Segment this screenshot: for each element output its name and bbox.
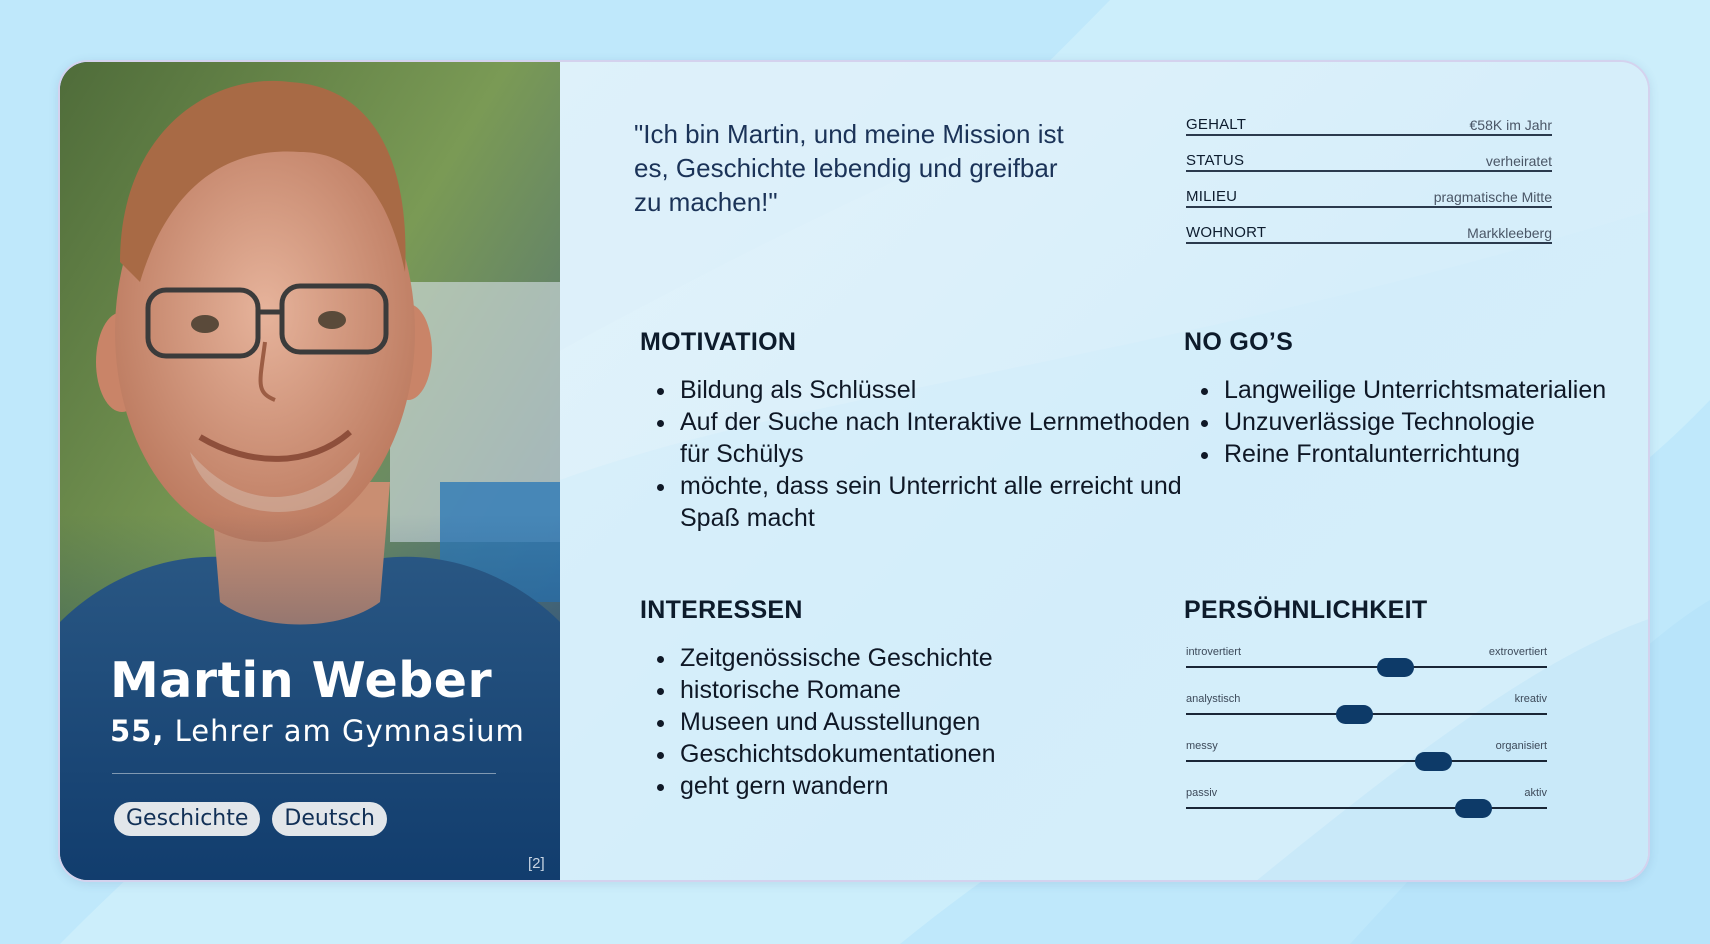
list-item: • Unzuverlässige Technologie: [1222, 406, 1622, 438]
fact-label: WOHNORT: [1186, 224, 1267, 241]
personality-heading: PERSÖHNLICHKEIT: [1184, 596, 1428, 624]
list-item: • Museen und Ausstellungen: [678, 706, 1158, 738]
slider-thumb: [1336, 705, 1373, 724]
persona-age: 55,: [110, 714, 165, 748]
fact-value: Markkleeberg: [1467, 225, 1552, 241]
slider-left-label: passiv: [1186, 787, 1218, 799]
persona-subtitle: [110, 714, 525, 748]
list-item: • Geschichtsdokumentationen: [678, 738, 1158, 770]
slider-right-label: extrovertiert: [1488, 646, 1547, 658]
tag-geschichte: Geschichte: [114, 802, 260, 836]
slider-thumb: [1455, 799, 1492, 818]
slider-right-label: organisiert: [1495, 740, 1547, 752]
slider-thumb: [1377, 658, 1414, 677]
slider-passiv-aktiv: [1186, 787, 1547, 834]
fact-milieu: [1186, 174, 1552, 208]
list-item: • Auf der Suche nach Interaktive Lernmethoden für Schülys: [678, 406, 1218, 470]
persona-role: Lehrer am Gymnasium: [174, 714, 525, 748]
slider-left-label: introvertiert: [1186, 646, 1242, 658]
interessen-heading: INTERESSEN: [640, 596, 803, 624]
list-item: • Reine Frontalunterrichtung: [1222, 438, 1622, 470]
list-item: • Bildung als Schlüssel: [678, 374, 1218, 406]
interessen-list: [640, 642, 1158, 802]
tag-list: [114, 802, 387, 836]
slider-right-label: kreativ: [1514, 693, 1547, 705]
fact-label: STATUS: [1186, 152, 1245, 169]
slider-analystisch-kreativ: [1186, 693, 1547, 740]
list-item: • möchte, dass sein Unterricht alle erreicht und Spaß macht: [678, 470, 1218, 534]
personality-sliders: [1186, 646, 1547, 834]
slider-messy-organisiert: [1186, 740, 1547, 787]
slider-left-label: messy: [1186, 740, 1218, 752]
slider-left-label: analystisch: [1186, 693, 1241, 705]
persona-quote: "Ich bin Martin, und meine Mission ist es, Geschichte lebendig und greifbar zu machen!": [634, 119, 1064, 217]
fact-wohnort: [1186, 210, 1552, 244]
fact-value: pragmatische Mitte: [1433, 189, 1552, 205]
fact-list: [1186, 102, 1552, 246]
image-credit: [2]: [528, 855, 545, 872]
fact-value: verheiratet: [1485, 153, 1552, 169]
fact-label: GEHALT: [1186, 116, 1247, 133]
slider-introvertiert-extrovertiert: [1186, 646, 1547, 693]
fact-gehalt: [1186, 102, 1552, 136]
persona-name: Martin Weber: [110, 652, 493, 709]
slider-thumb: [1415, 752, 1452, 771]
list-item: • Zeitgenössische Geschichte: [678, 642, 1158, 674]
slider-track: [1186, 760, 1547, 762]
nogos-list: [1184, 374, 1622, 470]
tag-deutsch: Deutsch: [272, 802, 387, 836]
list-item: • historische Romane: [678, 674, 1158, 706]
list-item: • Langweilige Unterrichtsmaterialien: [1222, 374, 1622, 406]
slider-right-label: aktiv: [1524, 787, 1547, 799]
nogos-heading: NO GO’S: [1184, 328, 1294, 356]
persona-photo: [60, 62, 560, 880]
fact-status: [1186, 138, 1552, 172]
list-item: • geht gern wandern: [678, 770, 1158, 802]
motivation-list: [640, 374, 1218, 534]
slider-track: [1186, 666, 1547, 668]
slider-track: [1186, 807, 1547, 809]
fact-label: MILIEU: [1186, 188, 1238, 205]
divider: [112, 773, 496, 774]
motivation-heading: MOTIVATION: [640, 328, 797, 356]
fact-value: €58K im Jahr: [1469, 117, 1552, 133]
